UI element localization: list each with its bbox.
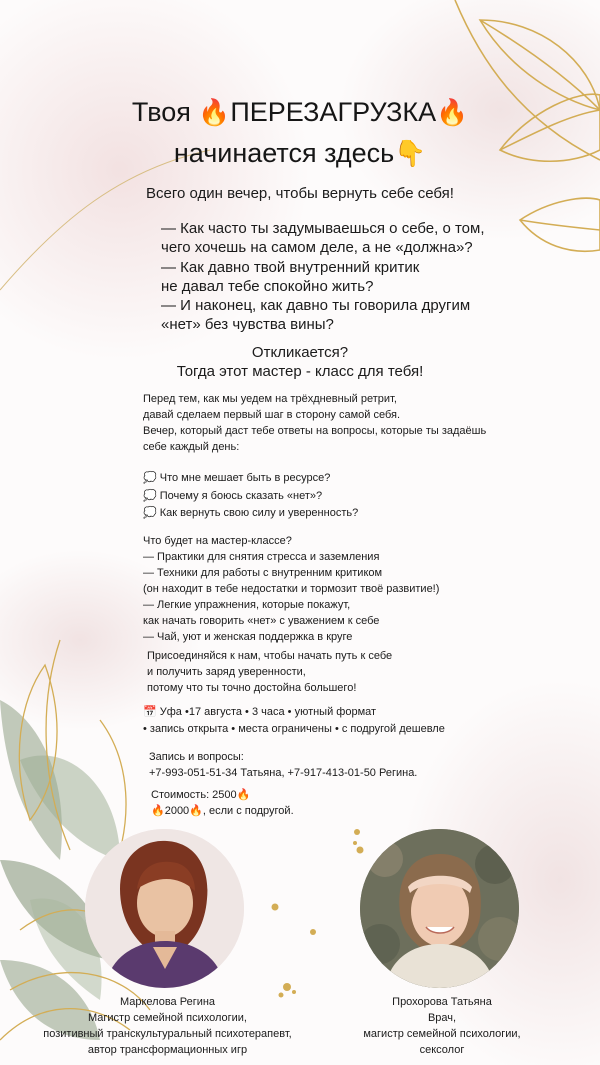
fire-icon: 🔥 [151, 805, 165, 817]
page-title [0, 92, 600, 174]
price-line-1 [151, 787, 294, 803]
question-line: не давал тебе спокойно жить? [161, 277, 374, 295]
title-line-1 [0, 92, 600, 133]
pointing-down-hand-icon: 👇 [394, 140, 427, 168]
fire-icon: 🔥 [198, 99, 231, 127]
host-photo-tatiana [360, 829, 519, 988]
program-line: (он находит в тебе недостатки и тормозит твоё развитие!) [143, 583, 440, 595]
list-item-text: Почему я боюсь сказать «нет»? [159, 489, 323, 502]
event-text-1: Уфа •17 августа • 3 часа • уютный формат [156, 706, 377, 718]
intro-line: Вечер, который даст тебе ответы на вопросы, которые ты задаёшь [143, 425, 487, 437]
thought-bubble-icon: 💭 [143, 472, 157, 484]
program-line: — Техники для работы с внутренним критиком [143, 567, 383, 579]
title-text-2: начинается здесь [173, 138, 395, 168]
list-item-text: Как вернуть свою силу и уверенность? [159, 507, 359, 519]
program-line: как начать говорить «нет» с уважением к себе [143, 615, 380, 627]
question-line: чего хочешь на самом деле, а не «должна»? [161, 239, 473, 257]
join-line: Присоединяйся к нам, чтобы начать путь к себе [147, 650, 393, 662]
join-line: потому что ты точно достойна большего! [147, 682, 357, 694]
portrait-illustration [85, 829, 244, 988]
contacts-phones[interactable]: +7-993-051-51-34 Татьяна, +7-917-413-01-50 Регина. [149, 767, 418, 779]
host-name: Прохорова Татьяна [392, 996, 492, 1008]
fire-icon: 🔥 [236, 789, 251, 801]
question-line: — Как давно твой внутренний критик [161, 258, 420, 276]
bubble-questions [143, 470, 358, 523]
program-line: — Чай, уют и женская поддержка в круге [143, 631, 353, 643]
thought-bubble-icon: 💭 [143, 507, 157, 519]
program-line: — Легкие упражнения, которые покажут, [143, 599, 351, 611]
host-title: позитивный транскультуральный психотерапевт, [43, 1028, 292, 1040]
program-heading: Что будет на мастер-классе? [143, 535, 292, 547]
contacts-label: Запись и вопросы: [149, 751, 244, 763]
event-line-2: • запись открыта • места ограничены • с подругой дешевле [143, 723, 445, 735]
title-text-start: Твоя [131, 97, 199, 127]
list-item [143, 505, 358, 523]
join-block [147, 648, 392, 696]
price-text: Стоимость: 2500 [151, 789, 237, 801]
gold-flakes [272, 829, 364, 998]
price-line-2 [151, 803, 294, 819]
portrait-illustration [360, 829, 519, 988]
intro-block [143, 391, 486, 455]
host-title: сексолог [419, 1044, 465, 1056]
contacts [149, 749, 417, 781]
question-line: «нет» без чувства вины? [161, 316, 334, 334]
thought-bubble-icon: 💭 [143, 489, 157, 502]
join-line: и получить заряд уверенности, [147, 666, 306, 678]
event-details [143, 704, 445, 738]
program-line: — Практики для снятия стресса и заземления [143, 551, 380, 563]
fire-icon: 🔥 [436, 99, 469, 127]
list-item-text: Что мне мешает быть в ресурсе? [159, 472, 331, 484]
host-title: Магистр семейной психологии, [88, 1012, 247, 1024]
host-name: Маркелова Регина [119, 996, 216, 1008]
host-title: Врач, [427, 1012, 457, 1024]
program-block [143, 533, 439, 645]
host-title: автор трансформационных игр [87, 1044, 248, 1056]
questions-block [161, 219, 485, 335]
host-caption-tatiana [342, 994, 542, 1058]
list-item [143, 488, 358, 506]
title-keyword: ПЕРЕЗАГРУЗКА [230, 97, 437, 127]
subtitle: Всего один вечер, чтобы вернуть себе себя! [146, 185, 454, 202]
price-block [151, 787, 294, 819]
price-friend-value: 2000 [164, 805, 190, 817]
host-caption-regina [5, 994, 330, 1058]
question-line: — И наконец, как давно ты говорила другим [161, 297, 471, 315]
callout-line: Тогда этот мастер - класс для тебя! [176, 363, 424, 380]
callout-line: Откликается? [251, 344, 349, 361]
host-title: магистр семейной психологии, [363, 1028, 521, 1040]
price-friend-text: , если с подругой. [202, 805, 294, 817]
host-photo-regina [85, 829, 244, 988]
event-line-1 [143, 704, 445, 721]
title-line-2 [0, 133, 600, 174]
list-item [143, 470, 358, 488]
calendar-icon: 📅 [143, 706, 157, 718]
intro-line: Перед тем, как мы уедем на трёхдневный ретрит, [143, 393, 397, 405]
intro-line: давай сделаем первый шаг в сторону самой себя. [143, 409, 401, 421]
fire-icon: 🔥 [189, 805, 203, 817]
question-line: — Как часто ты задумываешься о себе, о том, [161, 220, 485, 237]
intro-line: себе каждый день: [143, 441, 240, 453]
callout [0, 343, 600, 381]
